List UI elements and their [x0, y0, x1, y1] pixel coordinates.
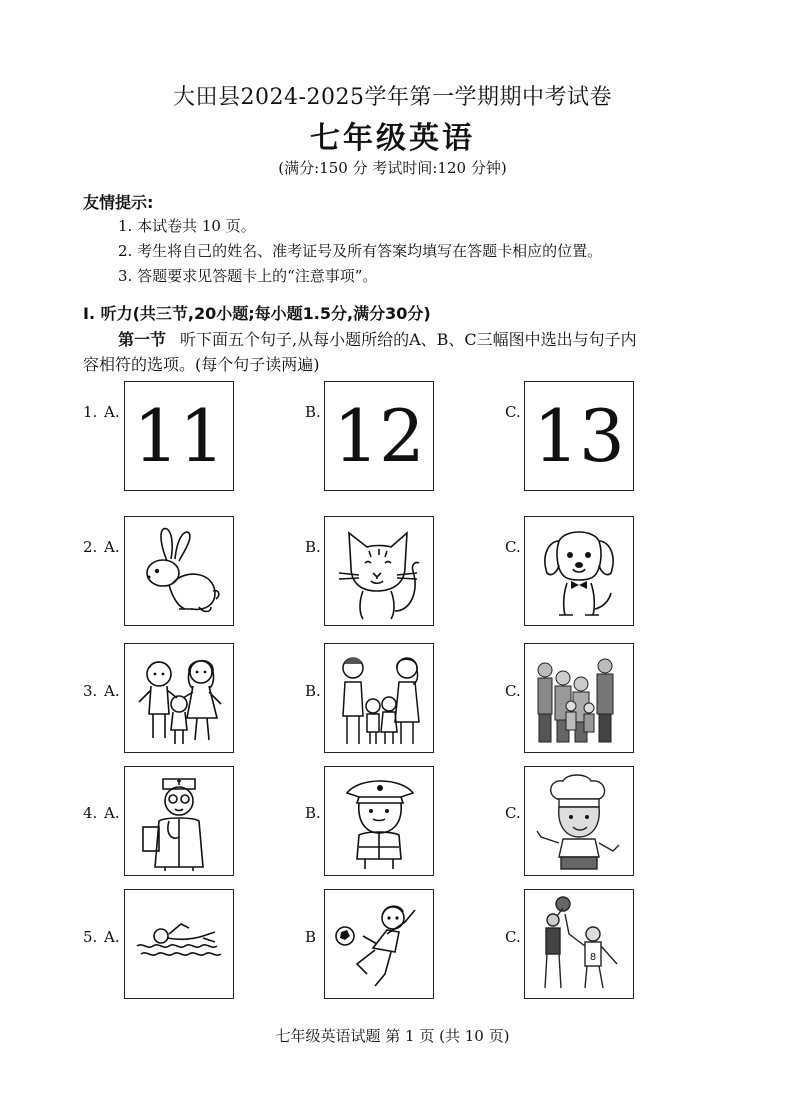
option-label-2a: A.	[104, 538, 120, 556]
question-number-1: 1.	[83, 403, 98, 421]
option-5b-image[interactable]	[324, 889, 434, 999]
basketball-icon	[529, 894, 629, 994]
dog-icon	[529, 521, 629, 621]
tip-item-1: 1. 本试卷共 10 页。	[118, 217, 256, 235]
family-three-icon	[129, 648, 229, 748]
option-2c-image[interactable]	[524, 516, 634, 626]
option-label-5b: B	[305, 928, 317, 946]
option-label-4a: A.	[104, 804, 120, 822]
option-4a-image[interactable]	[124, 766, 234, 876]
section-heading: Ⅰ. 听力(共三节,20小题;每小题1.5分,满分30分)	[83, 304, 431, 323]
option-label-1c: C.	[505, 403, 521, 421]
soccer-icon	[329, 894, 429, 994]
option-1c-image[interactable]	[524, 381, 634, 491]
option-3b-image[interactable]	[324, 643, 434, 753]
page-footer: 七年级英语试题 第 1 页 (共 10 页)	[275, 1027, 510, 1045]
option-label-2c: C.	[505, 538, 521, 556]
option-label-4c: C.	[505, 804, 521, 822]
option-label-1a: A.	[104, 403, 120, 421]
question-number-2: 2.	[83, 538, 98, 556]
family-six-icon	[529, 648, 629, 748]
option-label-5a: A.	[104, 928, 120, 946]
tip-item-2: 2. 考生将自己的姓名、准考证号及所有答案均填写在答题卡相应的位置。	[118, 242, 603, 260]
instruction-text-1: 听下面五个句子,从每小题所给的A、B、C三幅图中选出与句子内	[180, 330, 637, 349]
doctor-icon	[129, 771, 229, 871]
family-four-icon	[329, 648, 429, 748]
swimming-icon	[129, 894, 229, 994]
question-number-5: 5.	[83, 928, 98, 946]
option-5c-image[interactable]	[524, 889, 634, 999]
tips-heading: 友情提示:	[83, 193, 154, 212]
instruction-line-2: 容相符的选项。(每个句子读两遍)	[83, 355, 320, 374]
number-11: 11	[133, 394, 225, 478]
option-4c-image[interactable]	[524, 766, 634, 876]
tip-item-3: 3. 答题要求见答题卡上的“注意事项”。	[118, 267, 378, 285]
option-3c-image[interactable]	[524, 643, 634, 753]
score-info: (满分:150 分 考试时间:120 分钟)	[278, 159, 507, 177]
option-label-3c: C.	[505, 682, 521, 700]
cat-icon	[329, 521, 429, 621]
option-label-5c: C.	[505, 928, 521, 946]
option-2b-image[interactable]	[324, 516, 434, 626]
police-icon	[329, 771, 429, 871]
option-label-3a: A.	[104, 682, 120, 700]
option-label-3b: B.	[305, 682, 321, 700]
chef-icon	[529, 771, 629, 871]
number-12: 12	[333, 394, 425, 478]
question-number-4: 4.	[83, 804, 98, 822]
option-1a-image[interactable]	[124, 381, 234, 491]
option-2a-image[interactable]	[124, 516, 234, 626]
exam-title: 大田县2024-2025学年第一学期期中考试卷	[173, 85, 612, 110]
option-label-4b: B.	[305, 804, 321, 822]
jersey-number: 8	[589, 952, 597, 963]
option-label-2b: B.	[305, 538, 321, 556]
part-label: 第一节	[118, 330, 167, 349]
option-5a-image[interactable]	[124, 889, 234, 999]
option-1b-image[interactable]	[324, 381, 434, 491]
instruction-line-1	[118, 327, 637, 350]
number-13: 13	[533, 394, 625, 478]
question-number-3: 3.	[83, 682, 98, 700]
option-label-1b: B.	[305, 403, 321, 421]
option-4b-image[interactable]	[324, 766, 434, 876]
option-3a-image[interactable]	[124, 643, 234, 753]
rabbit-icon	[129, 521, 229, 621]
subject-title: 七年级英语	[310, 121, 475, 156]
